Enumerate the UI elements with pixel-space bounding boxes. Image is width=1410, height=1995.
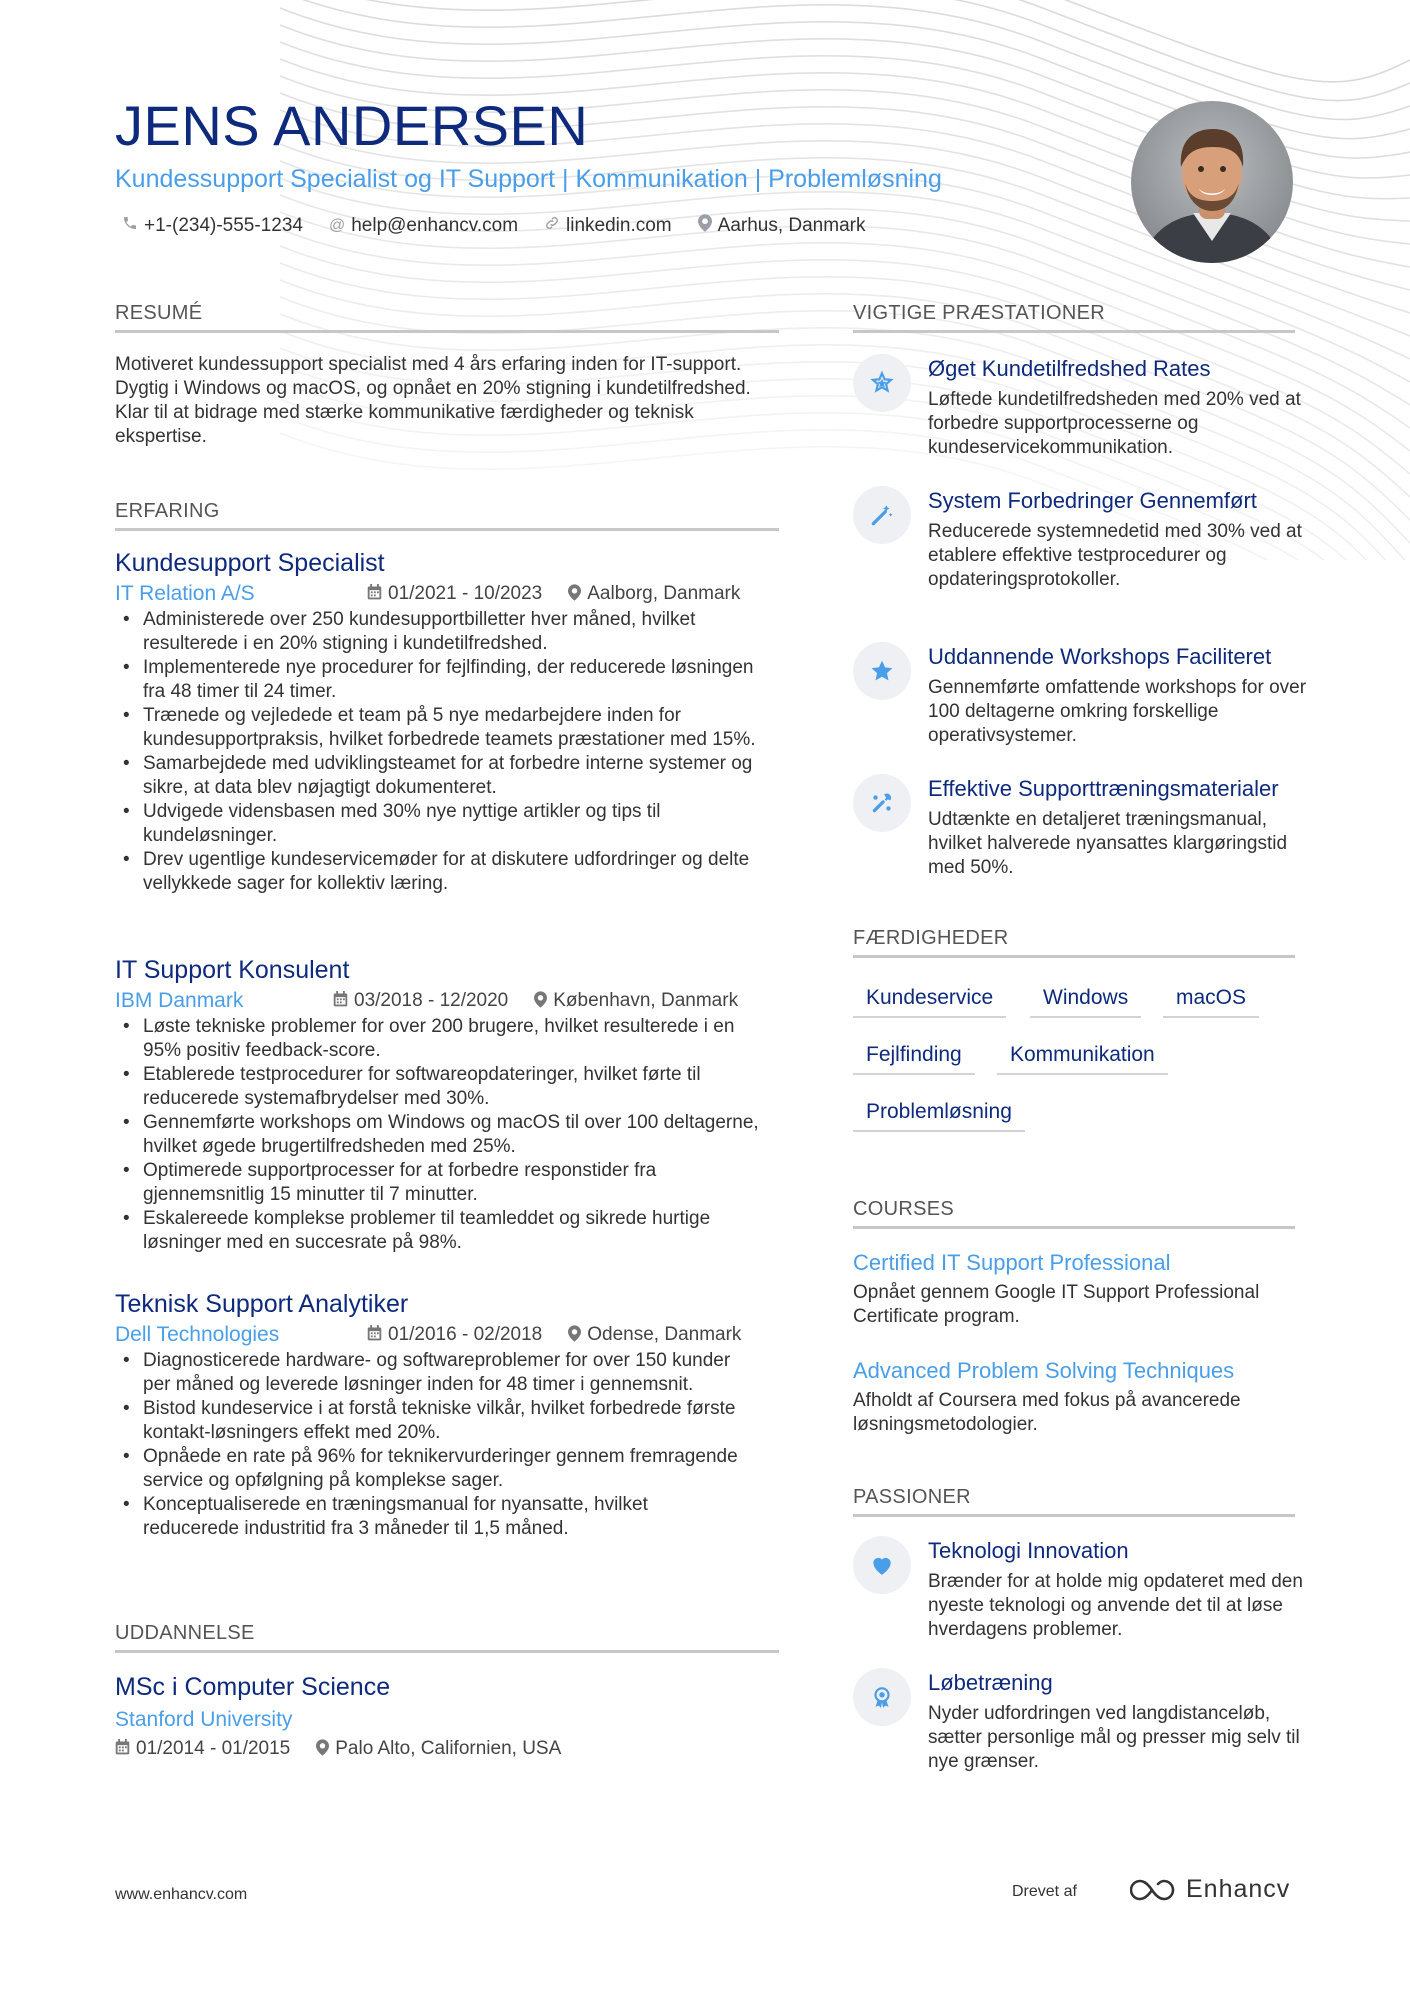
link-icon [544,215,560,236]
calendar-icon [115,1739,130,1759]
profile-photo [1131,101,1293,263]
passion-title: Løbetræning [928,1670,1053,1695]
location-pin-icon [698,214,712,237]
job-bullet: • Konceptualiserede en træningsmanual for nyansatte, hvilket reducerede industritid fra 3 måneder til 1,5 måned. [115,1493,745,1541]
location-pin-icon [316,1739,329,1760]
education-location [316,1738,561,1760]
job-location-text: København, Danmark [553,990,739,1011]
footer-website[interactable]: www.enhancv.com [115,1886,248,1903]
skill-tag: Kundeservice [853,986,1006,1018]
job-bullets [115,608,775,896]
section-title-experience: ERFARING [115,500,779,531]
linkedin-text: linkedin.com [566,214,672,236]
location-text: Aarhus, Danmark [717,214,866,236]
passion-title: Teknologi Innovation [928,1538,1129,1563]
job-location-text: Aalborg, Danmark [587,583,741,604]
candidate-tagline: Kundessupport Specialist og IT Support | Kommunikation | Problemløsning [115,165,942,193]
skill-tag: Problemløsning [853,1100,1025,1132]
job-bullets [115,1015,775,1255]
job-bullet: • Trænede og vejledede et team på 5 nye medarbejdere inden for kundesupportpraksis, hvilket forbedrede teamets præstationer med 15%. [115,704,775,752]
course-desc: Opnået gennem Google IT Support Professional Certificate program. [853,1282,1260,1327]
summary-text: Motiveret kundessupport specialist med 4 års erfaring inden for IT-support. Dygtig i Windows og macOS, og opnået en 20% stigning i kundetilfredshed. Klar til at bidrage med stærke kommunikative færdigheder og teknisk ekspertise. [115,354,751,447]
achievement-desc: Løftede kundetilfredsheden med 20% ved at forbedre supportprocesserne og kundeservicekommunikation. [928,389,1301,458]
calendar-icon [333,991,348,1011]
achievement-title: Effektive Supporttræningsmaterialer [928,776,1279,801]
skill-tag: Fejlfinding [853,1043,975,1075]
contact-linkedin[interactable] [544,214,672,237]
achievement-title: System Forbedringer Gennemført [928,488,1257,513]
skill-tag: macOS [1163,986,1259,1018]
enhancv-logo[interactable] [1130,1875,1290,1904]
achievement-desc: Udtænkte en detaljeret træningsmanual, hvilket halverede nyansattes klargøringstid med 50%. [928,809,1288,878]
job-company: IBM Danmark [115,989,244,1012]
job-bullet: • Opnåede en rate på 96% for teknikervurderinger gennem fremragende service og opfølgning på komplekse sager. [115,1445,745,1493]
education-dates-text: 01/2014 - 01/2015 [136,1738,291,1759]
achievement-desc: Reducerede systemnedetid med 30% ved at etablere effektive testprocedurer og opdateringsprotokoller. [928,521,1302,590]
job-bullets [115,1349,745,1541]
job-bullet: • Samarbejdede med udviklingsteamet for at forbedre interne systemer og sikre, at data blev nøjagtigt dokumenteret. [115,752,775,800]
job-entry [115,955,779,1255]
footer-powered-by: Drevet af [1012,1883,1077,1900]
job-title: IT Support Konsulent [115,956,350,984]
section-title-courses: COURSES [853,1198,1295,1229]
job-location [534,990,738,1012]
job-company: IT Relation A/S [115,582,255,605]
job-entry [115,1289,779,1541]
tools-icon [853,774,911,832]
job-bullet: • Gennemførte workshops om Windows og macOS til over 100 deltagerne, hvilket øgede brugertilfredsheden med 25%. [115,1111,775,1159]
passion-desc: Brænder for at holde mig opdateret med den nyeste teknologi og anvende det til at løse hverdagens problemer. [928,1571,1303,1640]
job-dates-text: 01/2021 - 10/2023 [388,583,543,604]
course-title: Advanced Problem Solving Techniques [853,1358,1235,1383]
job-dates-text: 01/2016 - 02/2018 [388,1324,543,1345]
job-bullet: • Optimerede supportprocesser for at forbedre responstider fra gjennemsnitlig 15 minutter til 7 minutter. [115,1159,775,1207]
course-desc: Afholdt af Coursera med fokus på avancerede løsningsmetodologier. [853,1390,1241,1435]
section-title-achievements: VIGTIGE PRÆSTATIONER [853,302,1295,333]
skill-tag: Kommunikation [997,1043,1168,1075]
wave-pattern-background [280,0,1410,560]
job-bullet: • Løste tekniske problemer for over 200 brugere, hvilket resulterede i en 95% positiv feedback-score. [115,1015,775,1063]
job-location [568,1324,741,1346]
job-company: Dell Technologies [115,1323,280,1346]
calendar-icon [367,584,382,604]
phone-icon [122,215,138,236]
section-title-passions: PASSIONER [853,1486,1295,1517]
job-title: Kundesupport Specialist [115,549,385,577]
section-title-skills: FÆRDIGHEDER [853,927,1295,958]
location-pin-icon [534,991,547,1012]
job-bullet: • Diagnosticerede hardware- og softwareproblemer for over 150 kunder per måned og leverede løsninger inden for 48 timer i gennemsnit. [115,1349,745,1397]
contact-row [122,214,865,237]
passion-desc: Nyder udfordringen ved langdistanceløb, sætter personlige mål og presser mig selv til nye grænser. [928,1703,1300,1772]
education-entry [115,1672,779,1760]
job-title: Teknisk Support Analytiker [115,1290,409,1318]
magic-wand-icon [853,486,911,544]
degree-title: MSc i Computer Science [115,1673,391,1701]
achievement-title: Uddannende Workshops Faciliteret [928,644,1272,669]
section-title-resume: RESUMÉ [115,302,779,333]
candidate-name: JENS ANDERSEN [115,94,589,157]
job-bullet: • Administerede over 250 kundesupportbilletter hver måned, hvilket resulterede i en 20% stigning i kundetilfredshed. [115,608,775,656]
job-dates-text: 03/2018 - 12/2020 [354,990,509,1011]
job-location [568,583,740,605]
job-bullet: • Etablerede testprocedurer for softwareopdateringer, hvilket førte til reducerede systemafbrydelser med 30%. [115,1063,775,1111]
school-name: Stanford University [115,1708,293,1731]
contact-email[interactable] [329,214,518,237]
location-pin-icon [568,584,581,605]
skill-tag: Windows [1030,986,1141,1018]
location-pin-icon [568,1325,581,1346]
job-bullet: • Drev ugentlige kundeservicemøder for at diskutere udfordringer og delte vellykkede sager for kollektiv læring. [115,848,775,896]
star-icon [853,642,911,700]
enhancv-logo-icon [1130,1878,1176,1902]
education-dates [115,1738,290,1760]
job-entry [115,548,779,896]
job-bullet: • Udvigede vidensbasen med 30% nye nyttige artikler og tips til kundeløsninger. [115,800,775,848]
star-sparkle-icon [853,354,911,412]
job-dates [367,1324,542,1346]
job-location-text: Odense, Danmark [587,1324,742,1345]
job-dates [367,583,542,605]
job-dates [333,990,508,1012]
enhancv-logo-text: Enhancv [1186,1875,1291,1903]
job-bullet: • Eskalereede komplekse problemer til teamleddet og sikrede hurtige løsninger med en succesrate på 98%. [115,1207,775,1255]
email-text: help@enhancv.com [351,214,519,236]
contact-phone[interactable] [122,214,303,237]
job-bullet: • Bistod kundeservice i at forstå tekniske vilkår, hvilket forbedrede første kontakt-løsningers effekt med 20%. [115,1397,745,1445]
heart-icon [853,1536,911,1594]
achievement-desc: Gennemførte omfattende workshops for over 100 deltagerne omkring forskellige operativsystemer. [928,677,1307,746]
calendar-icon [367,1325,382,1345]
job-bullet: • Implementerede nye procedurer for fejlfinding, der reducerede løsningen fra 48 timer til 24 timer. [115,656,775,704]
section-title-education: UDDANNELSE [115,1622,779,1653]
course-title: Certified IT Support Professional [853,1250,1171,1275]
medal-icon [853,1668,911,1726]
at-icon: @ [328,216,346,234]
contact-location [698,214,866,237]
achievement-title: Øget Kundetilfredshed Rates [928,356,1211,381]
phone-text: +1-(234)-555-1234 [144,214,303,236]
education-location-text: Palo Alto, Californien, USA [335,1738,562,1759]
